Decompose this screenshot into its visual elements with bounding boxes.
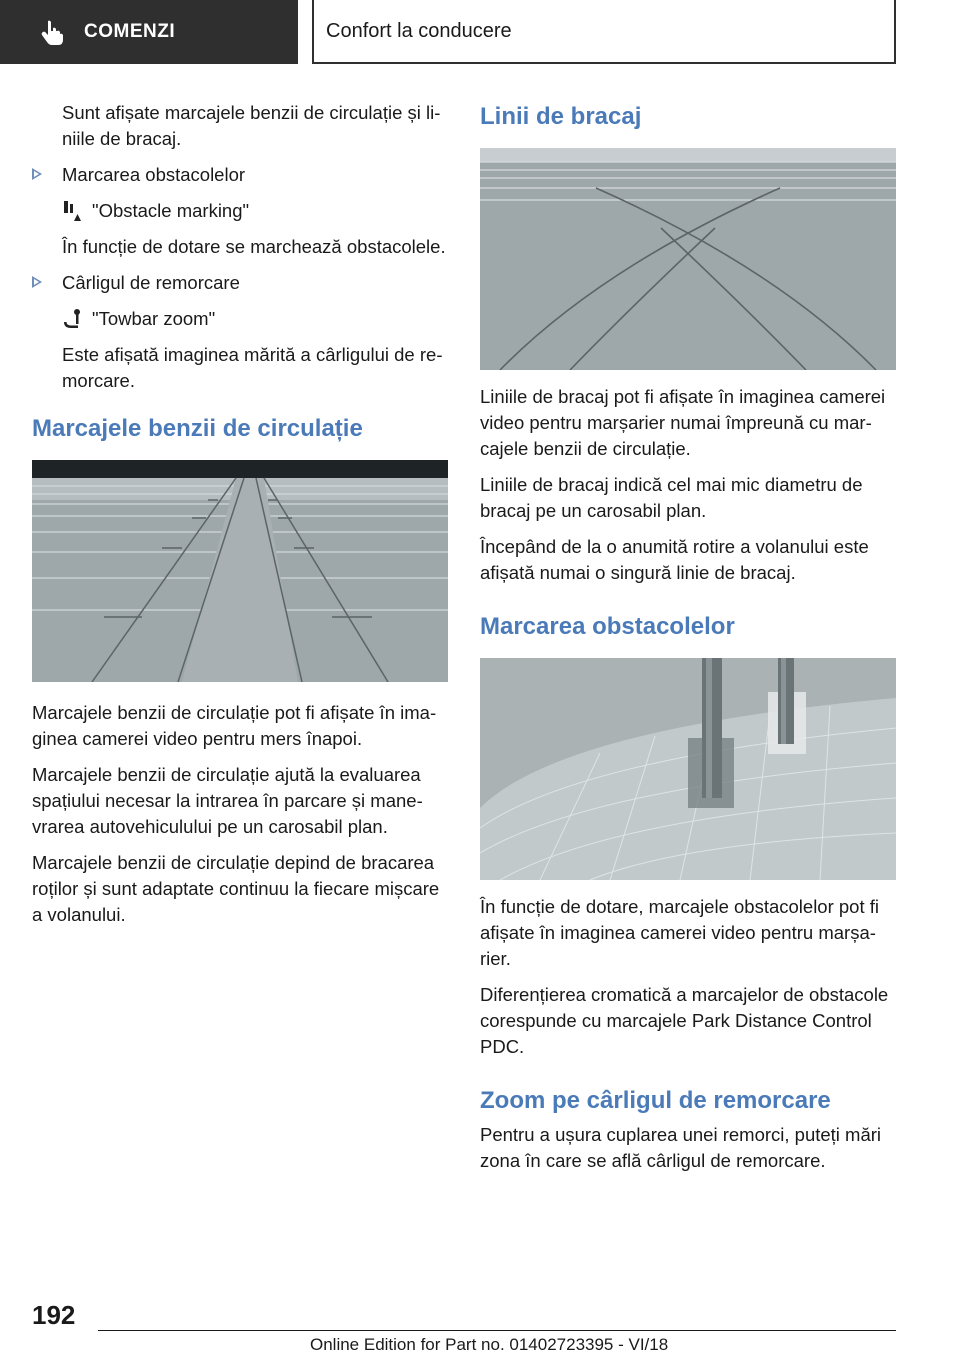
lane-paragraph: Marcajele benzii de circulație ajută la evaluarea spațiului necesar la intrarea în parcare și manevrarea autovehiculului pe un carosabil plan. [32, 764, 423, 837]
obstacle-marking-figure [480, 658, 896, 880]
left-column [32, 100, 448, 938]
footer-divider [98, 1330, 896, 1331]
footer-edition: Online Edition for Part no. 01402723395 - VI/18 [310, 1335, 669, 1354]
lane-paragraph: Marcajele benzii de circulație depind de bracarea roților și sunt adaptate continuu la fiecare mișcare a volanului. [32, 852, 440, 925]
page-number: 192 [32, 1300, 76, 1330]
hand-pointer-icon [40, 19, 66, 45]
intro-paragraph: Sunt afișate marcajele benzii de circulație și liniile de bracaj. [62, 102, 441, 149]
bullet-triangle-icon [32, 168, 42, 180]
bullet-description: Este afișată imaginea mărită a cârligului de remorcare. [62, 344, 443, 391]
right-column [480, 100, 896, 1184]
lane-paragraph: Marcajele benzii de circulație pot fi afișate în imaginea camerei video pentru mers înapoi. [32, 702, 437, 749]
section-tab[interactable] [0, 0, 298, 64]
lane-markings-figure [32, 460, 448, 682]
towbar-paragraph: Pentru a ușura cuplarea unei remorci, puteți mări zona în care se află cârligul de remorcare. [480, 1124, 882, 1171]
bullet-triangle-icon [32, 276, 42, 288]
section-title-lane-markings: Marcajele benzii de circulație [32, 415, 363, 442]
bullet-description: În funcție de dotare se marchează obstacolele. [62, 236, 446, 257]
bullet-icon-line [62, 306, 448, 332]
steering-lines-figure [480, 148, 896, 370]
bullet-title: Cârligul de remorcare [62, 272, 240, 293]
obstacle-paragraph: În funcție de dotare, marcajele obstacolelor pot fi afișate în imaginea camerei video pentru marșarier. [480, 896, 880, 969]
steering-paragraph: Liniile de bracaj pot fi afișate în imaginea camerei video pentru marșarier numai împreună cu marcajele benzii de circulație. [480, 386, 886, 459]
obstacle-marking-icon [62, 200, 82, 222]
steering-paragraph: Începând de la o anumită rotire a volanului este afișată numai o singură linie de bracaj. [480, 536, 869, 583]
bullet-icon-label: "Obstacle marking" [92, 200, 250, 221]
section-title-obstacle-marking: Marcarea obstacolelor [480, 613, 735, 640]
towbar-zoom-icon [62, 308, 82, 330]
chapter-tab-label: Confort la conducere [326, 19, 512, 42]
bullet-icon-line [62, 198, 448, 224]
steering-paragraph: Liniile de bracaj indică cel mai mic diametru de bracaj pe un carosabil plan. [480, 474, 863, 521]
obstacle-paragraph: Diferențierea cromatică a marcajelor de obstacole corespunde cu marcajele Park Distance Control PDC. [480, 984, 889, 1057]
section-title-steering-lines: Linii de bracaj [480, 103, 642, 130]
bullet-icon-label: "Towbar zoom" [92, 308, 216, 329]
bullet-title: Marcarea obstacolelor [62, 164, 246, 185]
section-title-towbar-zoom: Zoom pe cârligul de remorcare [480, 1087, 831, 1114]
section-tab-label: COMENZI [84, 21, 176, 42]
bullet-obstacle-marking [32, 162, 448, 260]
chapter-tab[interactable] [312, 0, 896, 64]
bullet-towbar [32, 270, 448, 394]
